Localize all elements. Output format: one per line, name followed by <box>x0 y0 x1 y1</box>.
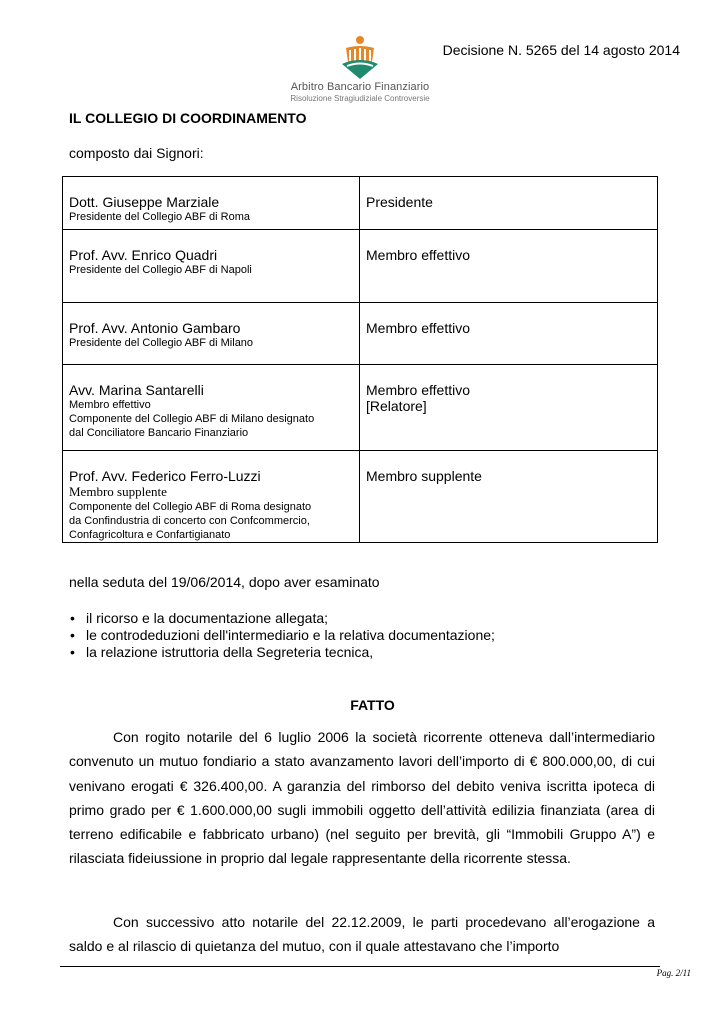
decision-number: Decisione N. 5265 del 14 agosto 2014 <box>442 42 680 58</box>
composto-line: composto dai Signori: <box>69 145 204 161</box>
member-detail: Componente del Collegio ABF di Milano designato <box>69 413 315 425</box>
member-role: Membro effettivo <box>366 247 471 263</box>
paragraph-text: Con rogito notarile del 6 luglio 2006 la società ricorrente otteneva dall’intermediario convenuto un mutuo fondiario a stato avanzamento lavori dell’importo di € 800.000,00, di cui venivano erogati € 326.400,00. A garanzia del rimborso del debito veniva iscritta ipoteca di primo grado per € 1.600.000,00 sugli immobili oggetto dell’attività edilizia finanziata (area di terreno edificabile e fabbricato urbano) (nel seguito per brevità, gli “Immobili Gruppo A”) e rilasciata fideiussione in proprio dal legale rappresentante della ricorrente stessa. <box>69 729 655 867</box>
member-name: Dott. Giuseppe Marziale <box>69 194 220 210</box>
member-detail: Membro effettivo <box>69 399 151 411</box>
member-role-cell <box>360 365 658 451</box>
bullet-icon: • <box>70 644 75 660</box>
member-row <box>63 177 658 230</box>
page-number: Pag. 2/11 <box>656 968 691 978</box>
member-name-cell <box>63 365 360 451</box>
collegio-heading: IL COLLEGIO DI COORDINAMENTO <box>69 110 307 126</box>
member-name: Prof. Avv. Federico Ferro-Luzzi <box>69 468 261 484</box>
fatto-heading: FATTO <box>350 697 395 713</box>
logo-name: Arbitro Bancario Finanziario <box>290 81 430 93</box>
abf-logo-icon <box>338 34 382 80</box>
bullet-icon: • <box>70 610 75 626</box>
list-item-text: il ricorso e la documentazione allegata; <box>86 610 329 626</box>
list-item-text: le controdeduzioni dell'intermediario e la relativa documentazione; <box>86 627 495 643</box>
abf-logo <box>290 34 430 103</box>
member-detail: Componente del Collegio ABF di Roma designato <box>69 501 312 513</box>
bullet-list <box>69 610 495 661</box>
member-detail: Presidente del Collegio ABF di Napoli <box>69 264 252 276</box>
member-row <box>63 451 658 543</box>
member-name-cell <box>63 303 360 365</box>
member-role-cell <box>360 303 658 365</box>
list-item <box>69 627 495 644</box>
footer-divider <box>60 966 660 967</box>
member-name-cell <box>63 177 360 230</box>
member-detail: da Confindustria di concerto con Confcommercio, <box>69 515 310 527</box>
member-name: Prof. Avv. Antonio Gambaro <box>69 320 241 336</box>
member-row <box>63 365 658 451</box>
seduta-line: nella seduta del 19/06/2014, dopo aver esaminato <box>69 574 380 590</box>
member-role: Presidente <box>366 194 433 210</box>
member-name-cell <box>63 230 360 303</box>
member-name: Prof. Avv. Enrico Quadri <box>69 247 218 263</box>
bullet-icon: • <box>70 627 75 643</box>
paragraph <box>69 910 655 959</box>
list-item-text: la relazione istruttoria della Segreteria tecnica, <box>86 644 374 660</box>
member-role-cell <box>360 230 658 303</box>
list-item <box>69 610 495 627</box>
member-detail: Presidente del Collegio ABF di Milano <box>69 337 254 349</box>
paragraph-text: Con successivo atto notarile del 22.12.2009, le parti procedevano all’erogazione a saldo e al rilascio di quietanza del mutuo, con il quale attestavano che l’importo <box>69 914 655 955</box>
logo-subtitle: Risoluzione Stragiudiziale Controversie <box>290 94 430 103</box>
members-table <box>62 176 658 543</box>
member-detail: Membro supplente <box>69 484 167 499</box>
member-name: Avv. Marina Santarelli <box>69 382 204 398</box>
member-role: Membro effettivo <box>366 320 471 336</box>
member-role: [Relatore] <box>366 398 427 414</box>
member-role: Membro effettivo <box>366 382 471 398</box>
member-row <box>63 230 658 303</box>
member-role: Membro supplente <box>366 468 482 484</box>
member-detail: Presidente del Collegio ABF di Roma <box>69 211 250 223</box>
member-role-cell <box>360 451 658 543</box>
member-name-cell <box>63 451 360 543</box>
member-detail: dal Conciliatore Bancario Finanziario <box>69 427 249 439</box>
list-item <box>69 644 495 661</box>
member-row <box>63 303 658 365</box>
member-role-cell <box>360 177 658 230</box>
paragraph <box>69 725 655 871</box>
member-detail: Confagricoltura e Confartigianato <box>69 529 231 541</box>
